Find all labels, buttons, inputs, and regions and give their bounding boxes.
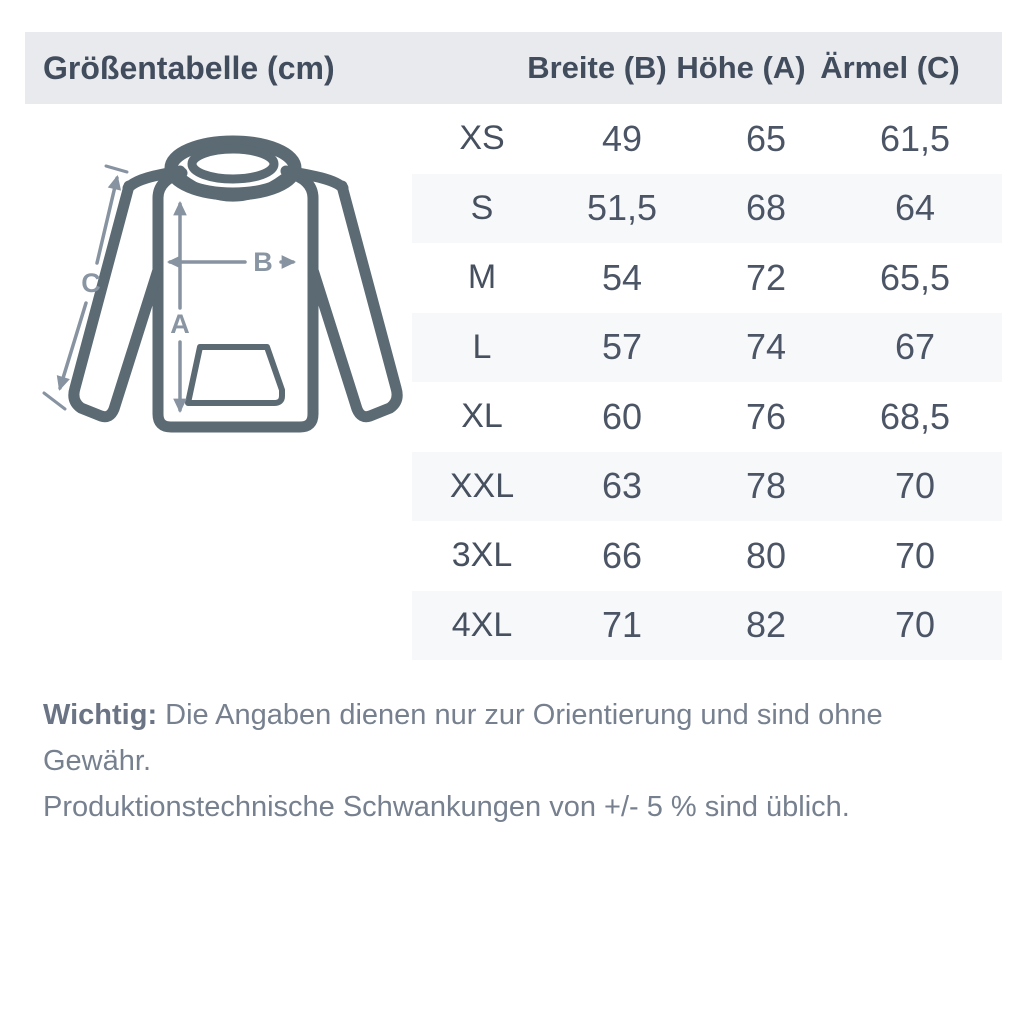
size-cell: XL — [461, 397, 503, 436]
aermel-cell: 70 — [894, 604, 936, 646]
tick-c-top — [106, 166, 127, 172]
breite-cell: 63 — [601, 465, 643, 507]
column-header-aermel: Ärmel (C) — [820, 50, 960, 85]
aermel-cell: 67 — [894, 326, 936, 368]
disclaimer-note-line2: Produktionstechnische Schwankungen von +/- 5 % sind üblich. — [43, 791, 850, 823]
aermel-cell: 70 — [894, 534, 936, 576]
label-c: C — [81, 268, 101, 298]
hoodie-outline — [74, 142, 397, 427]
hoehe-cell: 82 — [745, 604, 787, 646]
hoodie-measurement-diagram — [30, 120, 420, 450]
label-b: B — [253, 247, 273, 277]
size-cell: XXL — [449, 466, 515, 505]
table-row-s — [412, 174, 1002, 244]
hoehe-cell: 80 — [745, 534, 787, 576]
table-row-4xl — [412, 591, 1002, 661]
aermel-cell: 70 — [894, 465, 936, 507]
breite-cell: 54 — [601, 256, 643, 298]
breite-cell: 66 — [601, 534, 643, 576]
size-cell: M — [467, 258, 497, 297]
label-a: A — [170, 309, 190, 339]
hoodie-pocket — [188, 347, 282, 403]
column-header-breite: Breite (B) — [527, 50, 667, 85]
size-cell: XS — [459, 119, 505, 158]
disclaimer-note-bold: Wichtig: — [43, 699, 158, 731]
size-cell: 4XL — [451, 605, 513, 644]
table-row-3xl — [412, 521, 1002, 591]
hoehe-cell: 74 — [745, 326, 787, 368]
breite-cell: 49 — [601, 117, 643, 159]
table-row-m — [412, 243, 1002, 313]
hoehe-cell: 65 — [745, 117, 787, 159]
table-row-xs — [412, 104, 1002, 174]
aermel-cell: 65,5 — [879, 256, 951, 298]
table-row-xxl — [412, 452, 1002, 522]
breite-cell: 60 — [601, 395, 643, 437]
breite-cell: 71 — [601, 604, 643, 646]
aermel-cell: 64 — [894, 187, 936, 229]
size-cell: S — [470, 188, 494, 227]
size-chart-sheet — [25, 32, 1002, 660]
aermel-cell: 68,5 — [879, 395, 951, 437]
tick-c-bottom — [44, 393, 65, 409]
hoehe-cell: 68 — [745, 187, 787, 229]
page-title: Größentabelle (cm) — [43, 49, 335, 86]
table-row-l — [412, 313, 1002, 383]
hoodie-sleeve-right — [313, 186, 397, 417]
hoehe-cell: 78 — [745, 465, 787, 507]
aermel-cell: 61,5 — [879, 117, 951, 159]
table-header-row — [25, 32, 1002, 104]
disclaimer-note — [43, 692, 983, 830]
disclaimer-note-line1: Die Angaben dienen nur zur Orientierung und sind ohne Gewähr. — [43, 699, 883, 777]
table-row-xl — [412, 382, 1002, 452]
size-table — [412, 104, 1002, 660]
size-cell: 3XL — [451, 536, 513, 575]
hoehe-cell: 76 — [745, 395, 787, 437]
size-cell: L — [472, 327, 492, 366]
hoehe-cell: 72 — [745, 256, 787, 298]
column-header-hoehe: Höhe (A) — [676, 50, 806, 85]
breite-cell: 57 — [601, 326, 643, 368]
hoodie-hood-inner — [192, 149, 274, 179]
table-body — [25, 104, 1002, 660]
breite-cell: 51,5 — [586, 187, 658, 229]
